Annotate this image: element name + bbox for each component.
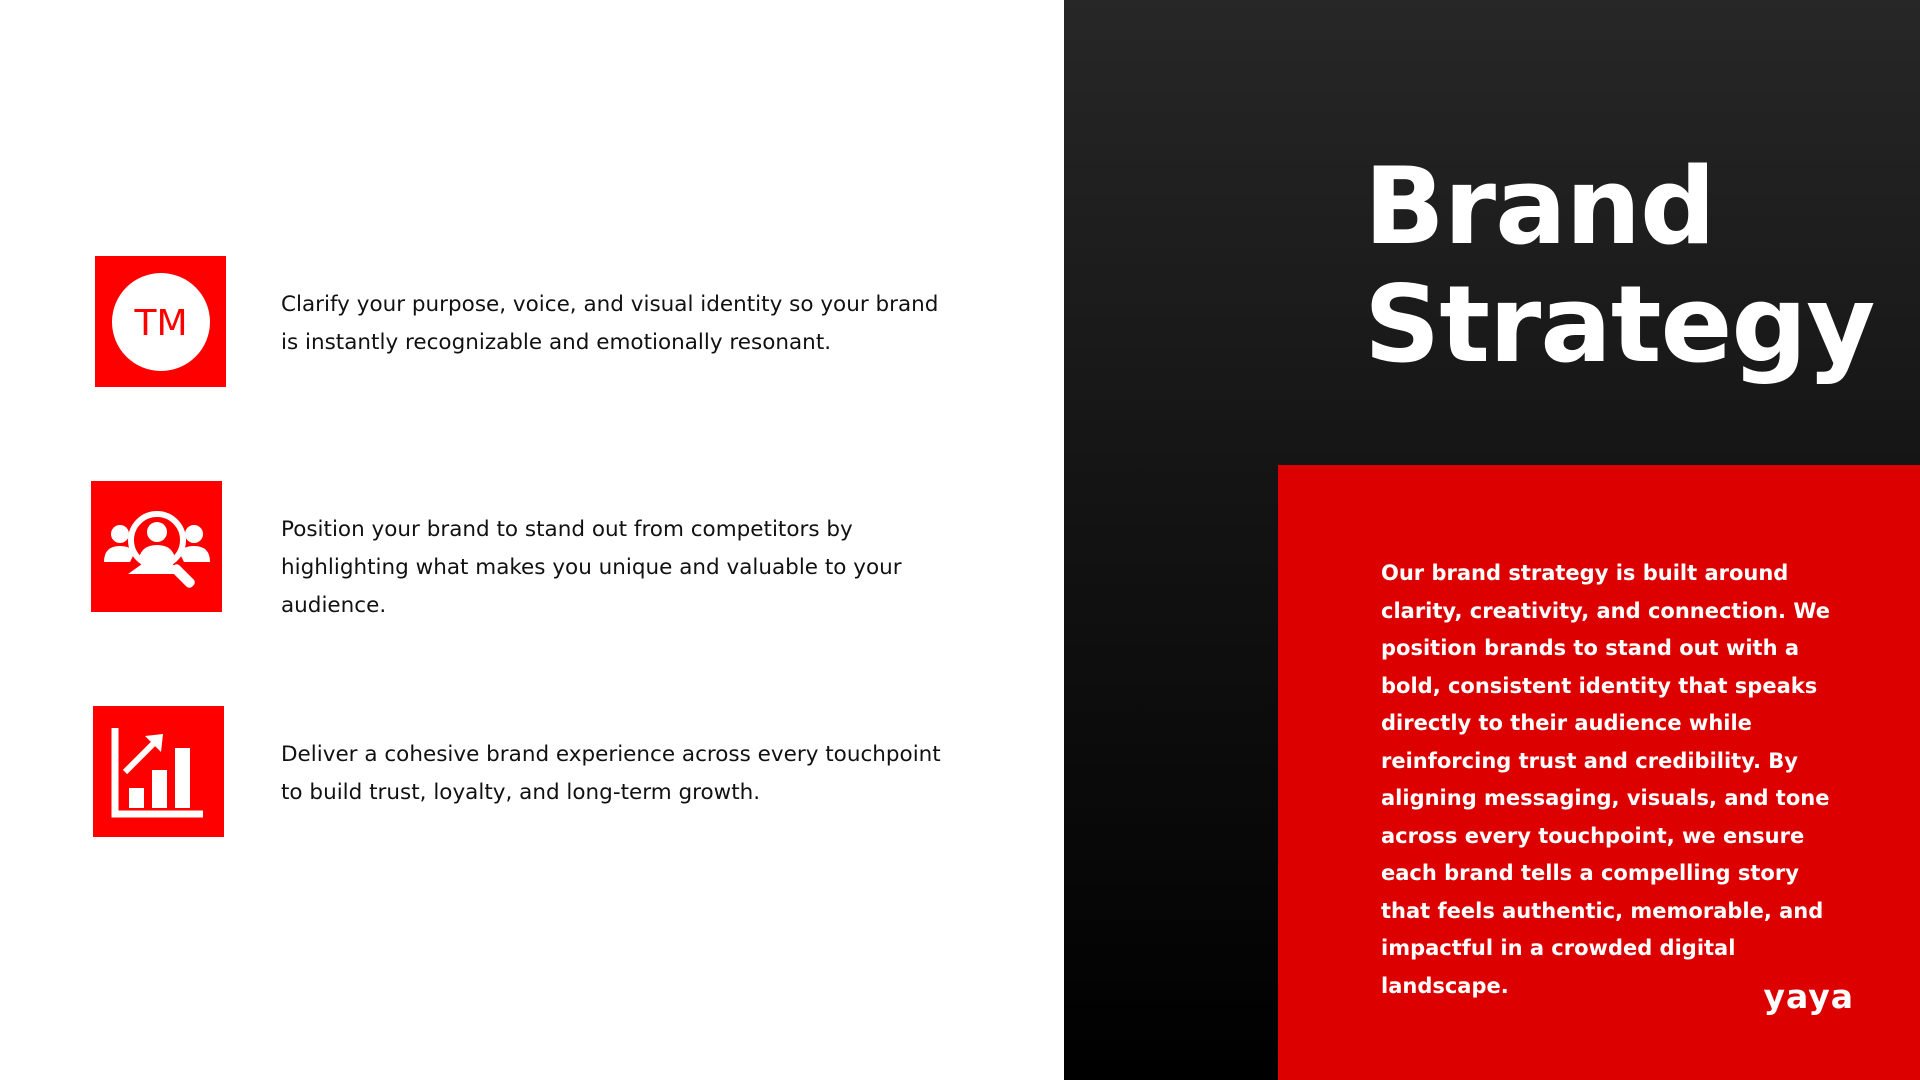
description-panel <box>1278 465 1920 1080</box>
audience-search-icon-box <box>91 481 222 612</box>
trademark-icon <box>111 272 211 372</box>
title-line-1: Brand <box>1364 145 1715 268</box>
trademark-icon-label: TM <box>133 302 188 344</box>
feature-item-growth <box>0 706 1064 846</box>
feature-text: Deliver a cohesive brand experience across every touchpoint to build trust, loyalty, and long-term growth. <box>281 742 941 805</box>
feature-item-positioning <box>0 481 1064 621</box>
brand-logo: yaya <box>1763 977 1854 1016</box>
description-text: Our brand strategy is built around clarity, creativity, and connection. We position brands to stand out with a bold, consistent identity that speaks directly to their audience while reinforcing trust and credibility. By aligning messaging, visuals, and tone across every touchpoint, we ensure each brand tells a compelling story that feels authentic, memorable, and impactful in a crowded digital landscape. <box>1381 561 1830 998</box>
audience-search-icon <box>102 502 212 592</box>
feature-text: Clarify your purpose, voice, and visual identity so your brand is instantly recognizable and emotionally resonant. <box>281 292 939 355</box>
trademark-icon-box <box>95 256 226 387</box>
growth-chart-icon-box <box>93 706 224 837</box>
page-title <box>1364 145 1904 386</box>
feature-item-identity <box>0 256 1064 396</box>
feature-text: Position your brand to stand out from competitors by highlighting what makes you unique and valuable to your audience. <box>281 517 902 618</box>
title-line-2: Strategy <box>1364 263 1875 386</box>
growth-chart-icon <box>111 724 207 820</box>
